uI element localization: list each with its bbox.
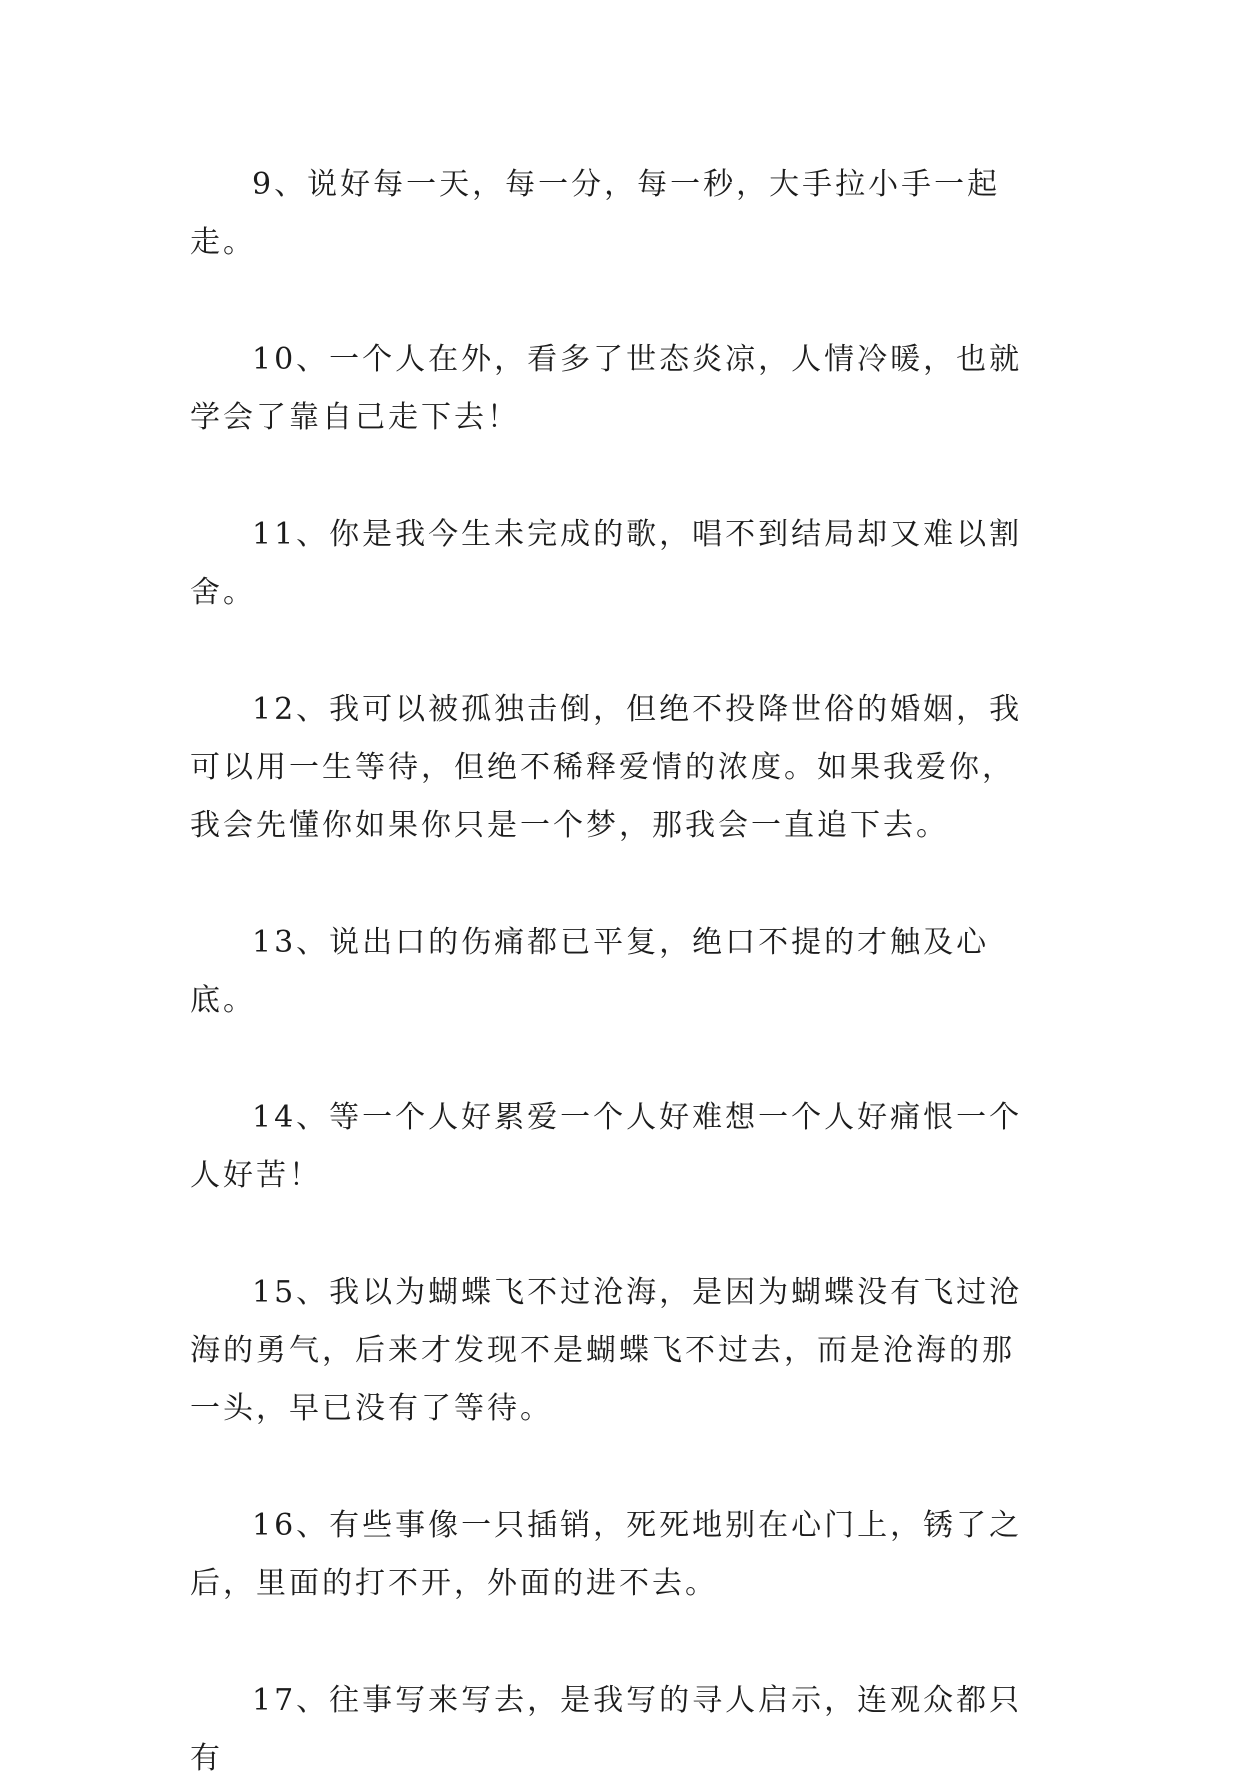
- paragraph-14: 14、等一个人好累爱一个人好难想一个人好痛恨一个人好苦！: [190, 1100, 1023, 1193]
- paragraph-12: 12、我可以被孤独击倒，但绝不投降世俗的婚姻，我可以用一生等待，但绝不稀释爱情的浓度。如果我爱你，我会先懂你如果你只是一个梦，那我会一直追下去。: [190, 692, 1023, 843]
- paragraph-10: 10、一个人在外，看多了世态炎凉，人情冷暖，也就学会了靠自己走下去！: [190, 342, 1023, 435]
- paragraph-17: 17、往事写来写去，是我写的寻人启示，连观众都只有: [190, 1683, 1023, 1776]
- paragraph-15: 15、我以为蝴蝶飞不过沧海，是因为蝴蝶没有飞过沧海的勇气，后来才发现不是蝴蝶飞不过去，而是沧海的那一头，早已没有了等待。: [190, 1275, 1023, 1426]
- paragraph-9: 9、说好每一天，每一分，每一秒，大手拉小手一起走。: [190, 167, 1001, 260]
- paragraph-16: 16、有些事像一只插销，死死地别在心门上，锈了之后，里面的打不开，外面的进不去。: [190, 1508, 1023, 1601]
- paragraph-11: 11、你是我今生未完成的歌，唱不到结局却又难以割舍。: [190, 517, 1023, 610]
- paragraph-13: 13、说出口的伤痛都已平复，绝口不提的才触及心底。: [190, 925, 990, 1018]
